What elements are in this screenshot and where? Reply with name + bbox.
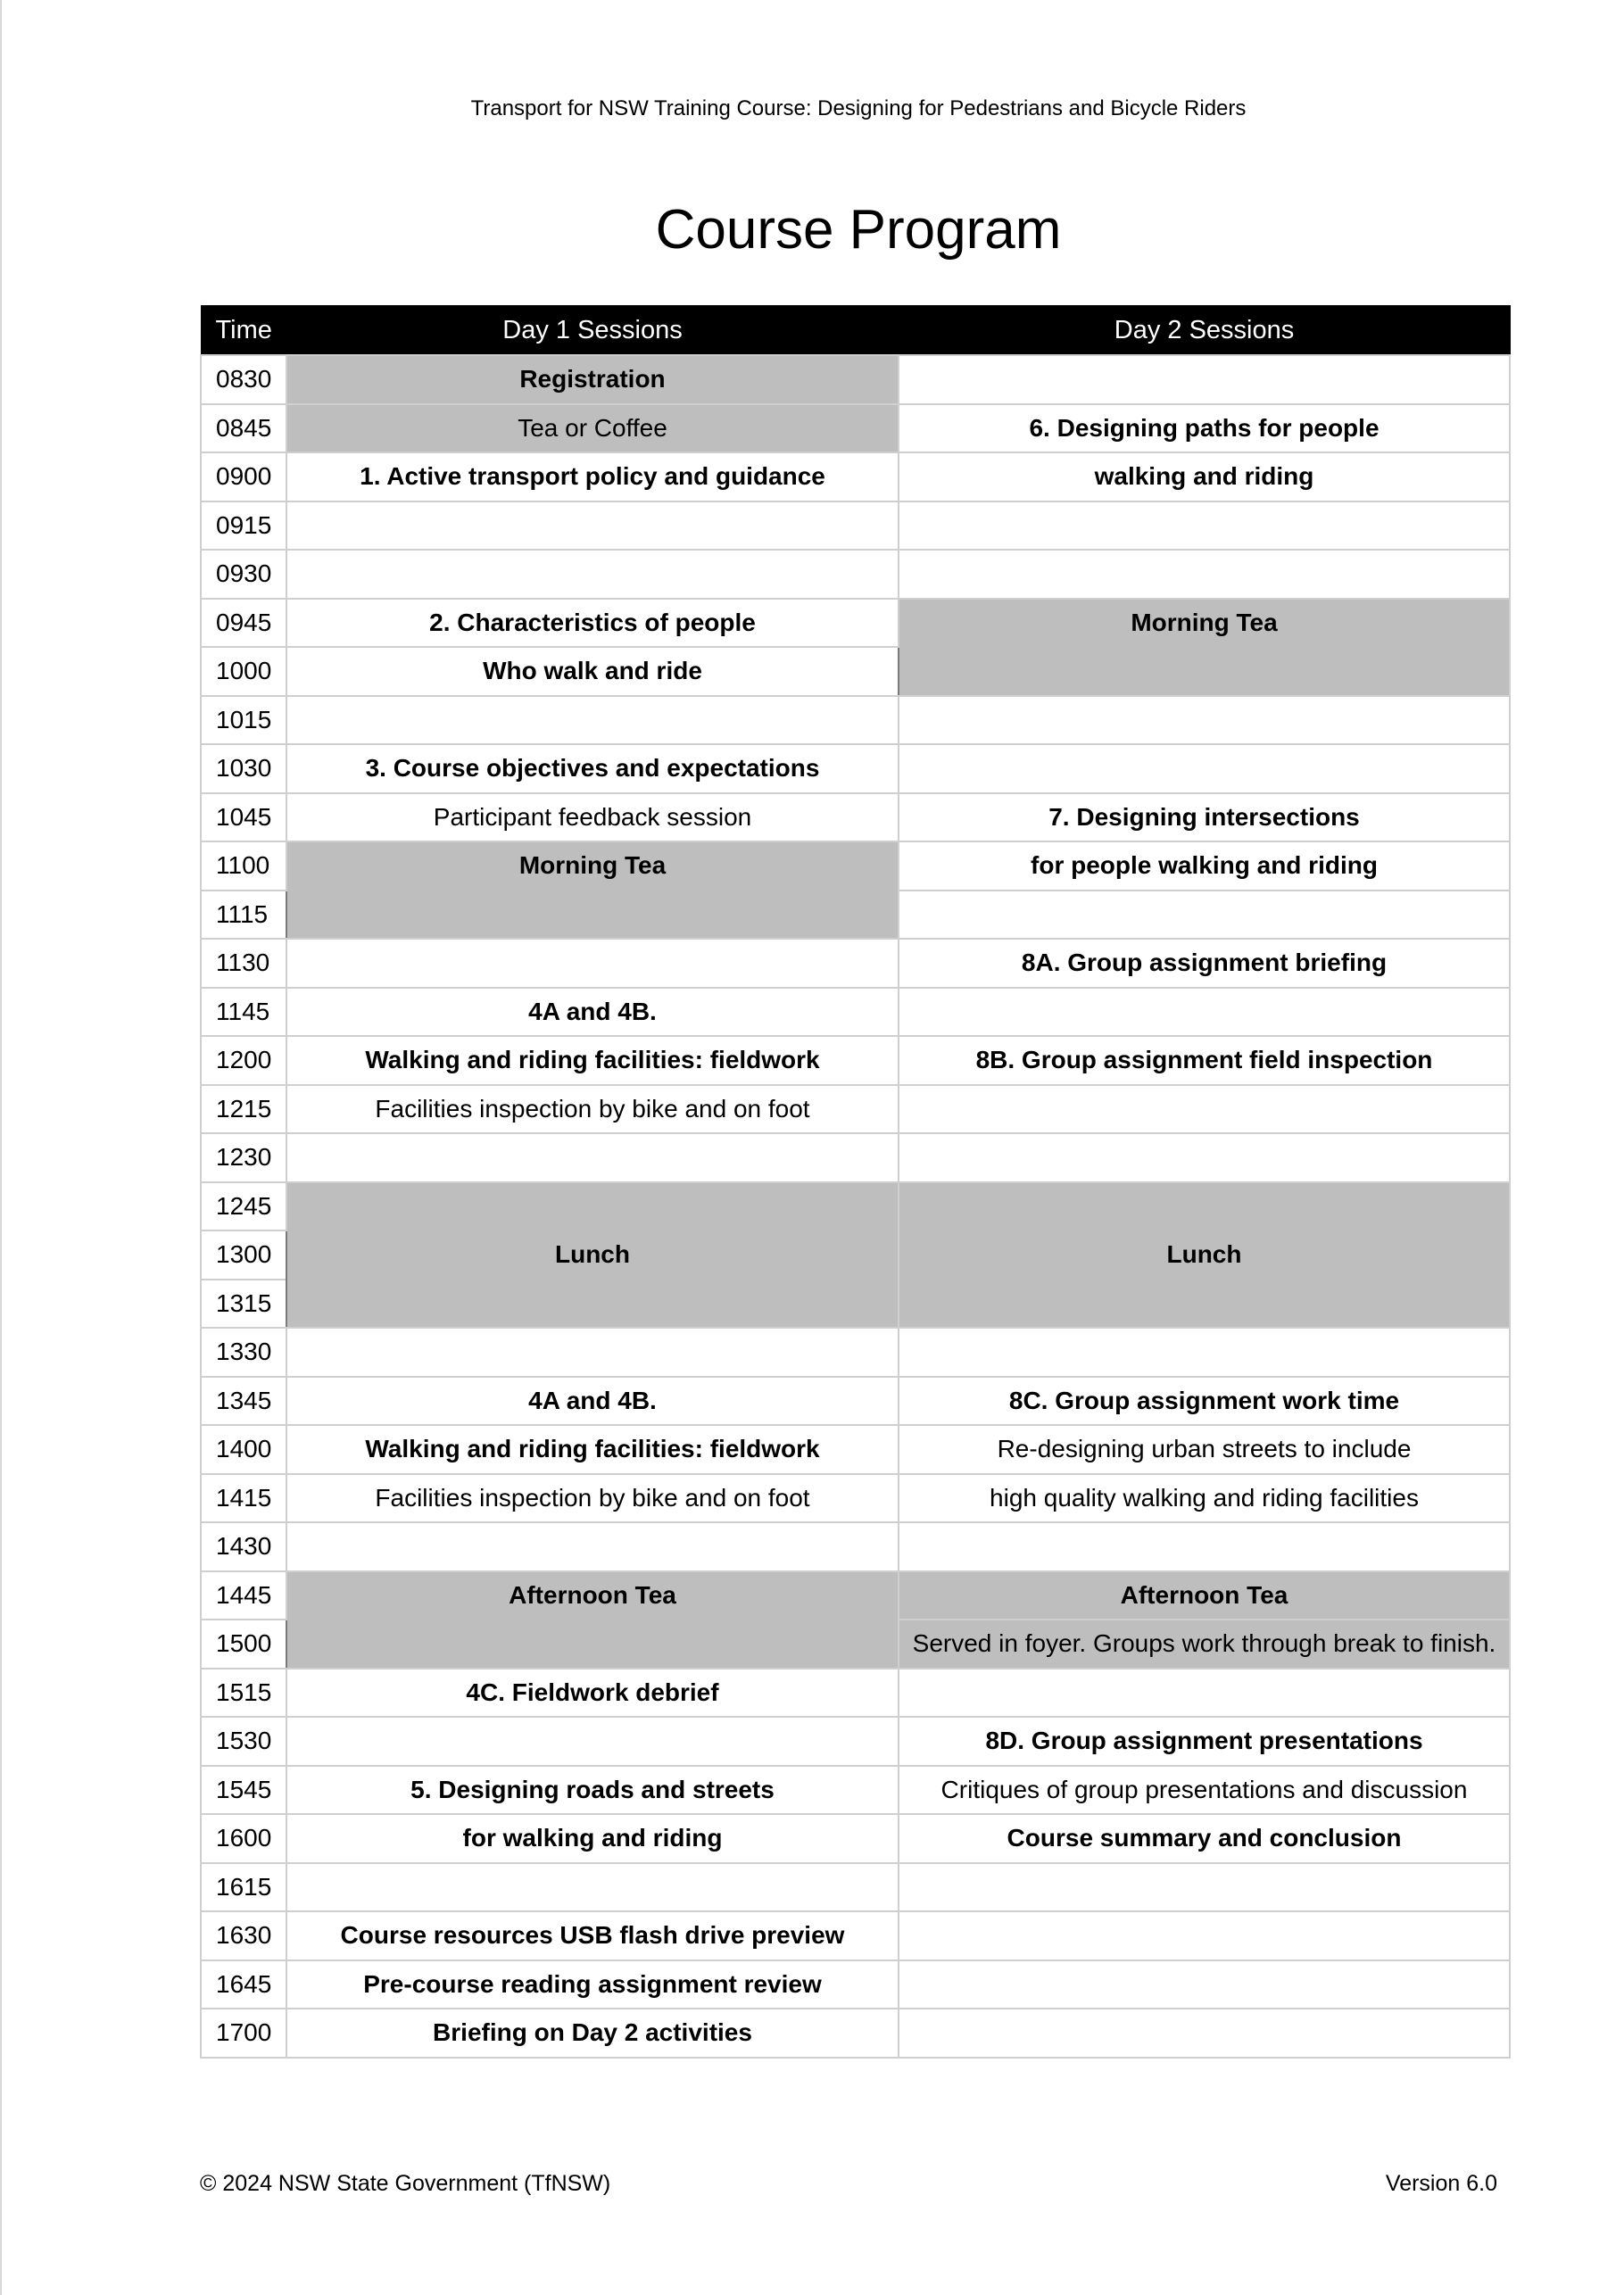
day2-session-8c: 8C. Group assignment work time <box>899 1377 1510 1426</box>
day1-session-1: 1. Active transport policy and guidance <box>286 452 899 501</box>
time-cell: 1000 <box>201 647 286 696</box>
table-row <box>201 1377 1510 1426</box>
time-cell: 0945 <box>201 599 286 648</box>
table-row <box>201 1571 1510 1620</box>
time-cell: 1245 <box>201 1182 286 1231</box>
table-row <box>201 1814 1510 1863</box>
table-row <box>201 1133 1510 1182</box>
time-cell: 1315 <box>201 1280 286 1329</box>
day2-empty <box>899 1960 1510 2009</box>
day2-empty <box>899 744 1510 793</box>
time-cell: 1115 <box>201 891 286 940</box>
day2-afternoon-tea-note: Served in foyer. Groups work through break to finish. <box>899 1620 1510 1669</box>
day2-empty <box>899 355 1510 404</box>
table-row <box>201 2009 1510 2058</box>
day1-session-5-subtitle: for walking and riding <box>286 1814 899 1863</box>
table-row <box>201 1717 1510 1766</box>
day1-empty <box>286 1133 899 1182</box>
time-cell: 0900 <box>201 452 286 501</box>
table-row <box>201 1863 1510 1912</box>
course-program-table <box>200 305 1511 2059</box>
table-row <box>201 1182 1510 1231</box>
day1-empty <box>286 1863 899 1912</box>
day1-session-4-heading-pm: 4A and 4B. <box>286 1377 899 1426</box>
table-row <box>201 841 1510 891</box>
table-row <box>201 793 1510 842</box>
day1-reading-review: Pre-course reading assignment review <box>286 1960 899 2009</box>
day2-critiques: Critiques of group presentations and discussion <box>899 1766 1510 1815</box>
day2-lunch: Lunch <box>899 1182 1510 1329</box>
day2-afternoon-tea: Afternoon Tea <box>899 1571 1510 1620</box>
time-cell: 1100 <box>201 841 286 891</box>
day1-session-4-note-am: Facilities inspection by bike and on foot <box>286 1085 899 1134</box>
time-cell: 1515 <box>201 1669 286 1718</box>
table-row <box>201 1766 1510 1815</box>
footer-copyright: © 2024 NSW State Government (TfNSW) <box>200 2171 611 2196</box>
day2-empty <box>899 1328 1510 1377</box>
day1-session-3-note: Participant feedback session <box>286 793 899 842</box>
day1-session-4-title-am: Walking and riding facilities: fieldwork <box>286 1036 899 1085</box>
day1-session-5-title: 5. Designing roads and streets <box>286 1766 899 1815</box>
time-cell: 1145 <box>201 988 286 1037</box>
table-row <box>201 1036 1510 1085</box>
time-cell: 1230 <box>201 1133 286 1182</box>
table-row <box>201 696 1510 745</box>
day2-morning-tea: Morning Tea <box>899 599 1510 696</box>
day1-session-3: 3. Course objectives and expectations <box>286 744 899 793</box>
day1-session-2-subtitle: Who walk and ride <box>286 647 899 696</box>
day2-empty <box>899 988 1510 1037</box>
table-header-row <box>201 306 1510 356</box>
day1-session-4-heading-am: 4A and 4B. <box>286 988 899 1037</box>
time-cell: 1015 <box>201 696 286 745</box>
day2-empty <box>899 1669 1510 1718</box>
day2-session-8a: 8A. Group assignment briefing <box>899 939 1510 988</box>
time-cell: 1030 <box>201 744 286 793</box>
day1-empty <box>286 1328 899 1377</box>
column-header-day1: Day 1 Sessions <box>286 306 899 356</box>
day2-session-6-title: 6. Designing paths for people <box>899 404 1510 453</box>
table-row <box>201 988 1510 1037</box>
table-row <box>201 452 1510 501</box>
day2-course-summary: Course summary and conclusion <box>899 1814 1510 1863</box>
time-cell: 1615 <box>201 1863 286 1912</box>
day1-session-4-note-pm: Facilities inspection by bike and on foot <box>286 1474 899 1523</box>
time-cell: 0930 <box>201 550 286 599</box>
footer-version: Version 6.0 <box>1385 2171 1497 2196</box>
day2-empty <box>899 1085 1510 1134</box>
table-row <box>201 939 1510 988</box>
day1-session-4-title-pm: Walking and riding facilities: fieldwork <box>286 1425 899 1474</box>
day2-empty <box>899 501 1510 551</box>
time-cell: 1500 <box>201 1620 286 1669</box>
time-cell: 1445 <box>201 1571 286 1620</box>
day1-afternoon-tea: Afternoon Tea <box>286 1571 899 1669</box>
time-cell: 1700 <box>201 2009 286 2058</box>
table-row <box>201 744 1510 793</box>
time-cell: 1300 <box>201 1230 286 1280</box>
running-header: Transport for NSW Training Course: Designing for Pedestrians and Bicycle Riders <box>470 96 1247 120</box>
day1-empty <box>286 501 899 551</box>
time-cell: 0845 <box>201 404 286 453</box>
time-cell: 1130 <box>201 939 286 988</box>
day2-empty <box>899 2009 1510 2058</box>
day1-usb-preview: Course resources USB flash drive preview <box>286 1911 899 1960</box>
time-cell: 1215 <box>201 1085 286 1134</box>
time-cell: 1600 <box>201 1814 286 1863</box>
time-cell: 1045 <box>201 793 286 842</box>
day1-empty <box>286 1717 899 1766</box>
day2-empty <box>899 1522 1510 1571</box>
time-cell: 1415 <box>201 1474 286 1523</box>
time-cell: 1200 <box>201 1036 286 1085</box>
table-row <box>201 1669 1510 1718</box>
day1-session-2-title: 2. Characteristics of people <box>286 599 899 648</box>
time-cell: 1530 <box>201 1717 286 1766</box>
day2-empty <box>899 1133 1510 1182</box>
column-header-day2: Day 2 Sessions <box>899 306 1510 356</box>
day2-empty <box>899 891 1510 940</box>
table-row <box>201 1474 1510 1523</box>
time-cell: 0830 <box>201 355 286 404</box>
time-cell: 1645 <box>201 1960 286 2009</box>
day2-session-8c-note-2: high quality walking and riding facilities <box>899 1474 1510 1523</box>
day1-empty <box>286 696 899 745</box>
table-row <box>201 404 1510 453</box>
day2-empty <box>899 696 1510 745</box>
day1-empty <box>286 939 899 988</box>
table-row <box>201 355 1510 404</box>
day1-morning-tea: Morning Tea <box>286 841 899 939</box>
time-cell: 1330 <box>201 1328 286 1377</box>
table-row <box>201 1085 1510 1134</box>
table-row <box>201 1522 1510 1571</box>
day1-session-4c: 4C. Fieldwork debrief <box>286 1669 899 1718</box>
day1-tea-coffee: Tea or Coffee <box>286 404 899 453</box>
time-cell: 1400 <box>201 1425 286 1474</box>
table-row <box>201 1960 1510 2009</box>
day2-session-8c-note-1: Re-designing urban streets to include <box>899 1425 1510 1474</box>
day1-lunch: Lunch <box>286 1182 899 1329</box>
time-cell: 0915 <box>201 501 286 551</box>
page-title: Course Program <box>655 199 1062 261</box>
day1-empty <box>286 1522 899 1571</box>
table-row <box>201 1911 1510 1960</box>
table-row <box>201 1425 1510 1474</box>
table-row <box>201 1328 1510 1377</box>
day1-registration: Registration <box>286 355 899 404</box>
table-row <box>201 501 1510 551</box>
day2-session-7-subtitle: for people walking and riding <box>899 841 1510 891</box>
day2-session-7-title: 7. Designing intersections <box>899 793 1510 842</box>
time-cell: 1430 <box>201 1522 286 1571</box>
day1-empty <box>286 550 899 599</box>
table-row <box>201 550 1510 599</box>
day2-session-6-subtitle: walking and riding <box>899 452 1510 501</box>
column-header-time: Time <box>201 306 286 356</box>
day2-empty <box>899 550 1510 599</box>
time-cell: 1345 <box>201 1377 286 1426</box>
page-edge <box>0 0 2 2295</box>
time-cell: 1545 <box>201 1766 286 1815</box>
table-row <box>201 599 1510 648</box>
day2-session-8d: 8D. Group assignment presentations <box>899 1717 1510 1766</box>
day2-session-8b: 8B. Group assignment field inspection <box>899 1036 1510 1085</box>
day2-empty <box>899 1911 1510 1960</box>
time-cell: 1630 <box>201 1911 286 1960</box>
day1-day2-briefing: Briefing on Day 2 activities <box>286 2009 899 2058</box>
day2-empty <box>899 1863 1510 1912</box>
